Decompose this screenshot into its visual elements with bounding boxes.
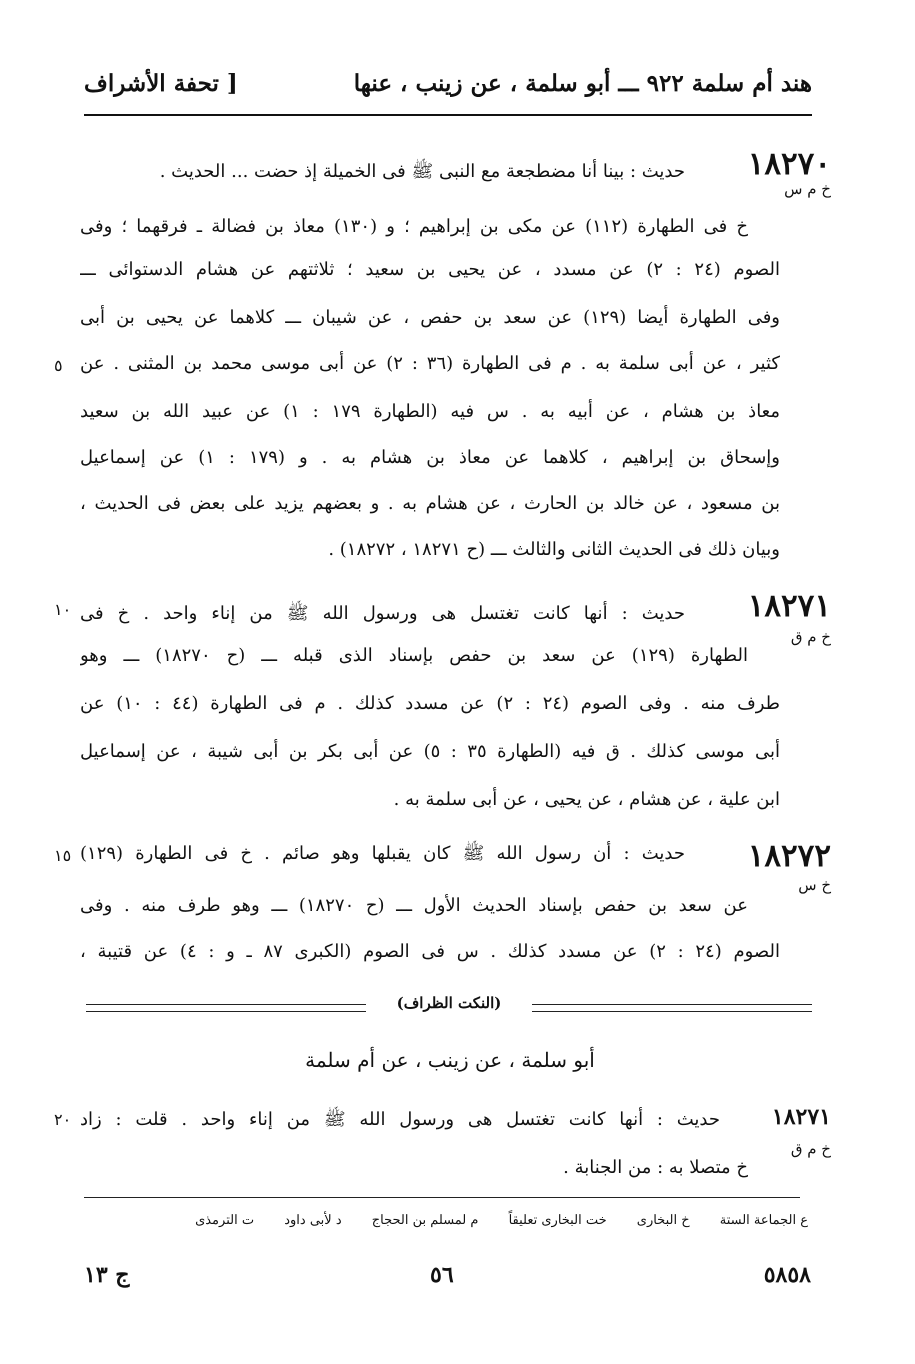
margin-line-number: ٢٠ (54, 1110, 72, 1129)
footnote-rule (84, 1197, 800, 1198)
hadith-line: وبيان ذلك فى الحديث الثانى والثالث ـــ (ح ١٨٢٧١ ، ١٨٢٧٢) . (328, 539, 780, 560)
hadith-line: خ فى الطهارة (١١٢) عن مكى بن إبراهيم ؛ و (١٣٠) معاذ بن فضالة ـ فرقهما ؛ وفى (80, 216, 748, 237)
hadith-line: خ متصلا به : من الجنابة . (563, 1157, 748, 1178)
hadith-line: طرف منه . وفى الصوم (٢٤ : ٢) عن مسدد كذلك . م فى الطهارة (٤٤ : ١٠) عن (80, 693, 780, 714)
hadith-line: كثير ، عن أبى سلمة به . م فى الطهارة (٣٦ : ٢) عن أبى موسى محمد بن المثنى . عن (80, 353, 780, 374)
nukat-number: ١٨٢٧١ (771, 1104, 831, 1130)
entry-number: ١٨٢٧٠ (747, 146, 831, 182)
volume-number: ج ١٣ (84, 1262, 130, 1288)
hadith-line: الصوم (٢٤ : ٢) عن مسدد كذلك . س فى الصوم (الكبرى ٨٧ ـ و : ٤) عن قتيبة ، (80, 941, 780, 962)
hadith-line: الصوم (٢٤ : ٢) عن مسدد ، عن يحيى بن سعيد ؛ ثلاثتهم عن هشام الدستوائى ـــ (80, 259, 780, 280)
abbreviation-item: خ البخارى (636, 1213, 690, 1228)
hadith-line: أبى موسى كذلك . ق فيه (الطهارة ٣٥ : ٥) عن أبى بكر بن أبى شيبة ، عن إسماعيل (80, 741, 780, 762)
section-divider (86, 994, 812, 1020)
signature-number: ٥٨٥٨ (763, 1262, 811, 1288)
abbreviation-item: ع الجماعة الستة (719, 1213, 808, 1228)
running-header (84, 70, 812, 110)
hadith-line: عن سعد بن حفص بإسناد الحديث الأول ـــ (ح ١٨٢٧٠) ـــ وهو طرف منه . وفى (80, 895, 748, 916)
hadith-line: وإسحاق بن إبراهيم ، كلاهما عن معاذ بن هشام به . و (١٧٩ : ١) عن إسماعيل (80, 447, 780, 468)
divider-rule (86, 1004, 366, 1012)
hadith-line: حديث : بينا أنا مضطجعة مع النبى ﷺ فى الخميلة إذ حضت ... الحديث . (159, 161, 685, 182)
divider-label: (النكت الظراف) (396, 994, 502, 1012)
abbreviation-item: د لأبى داود (284, 1213, 342, 1228)
margin-line-number: ١٥ (54, 846, 72, 865)
hadith-line: حديث : أنها كانت تغتسل هى ورسول الله ﷺ من إناء واحد . قلت : زاد (80, 1109, 720, 1130)
hadith-line: حديث : أنها كانت تغتسل هى ورسول الله ﷺ من إناء واحد . خ فى (80, 603, 685, 624)
hadith-line: حديث : أن رسول الله ﷺ كان يقبلها وهو صائم . خ فى الطهارة (١٢٩) (80, 843, 685, 864)
hadith-line: وفى الطهارة أيضا (١٢٩) عن سعد بن حفص ، عن شيبان ـــ كلاهما عن يحيى بن أبى (80, 307, 780, 328)
page-number: ٥٦ (430, 1262, 454, 1288)
abbreviation-key (150, 1213, 808, 1228)
margin-line-number: ٥ (54, 356, 63, 375)
section-subtitle: أبو سلمة ، عن زينب ، عن أم سلمة (305, 1048, 595, 1072)
abbreviation-item: خت البخارى تعليقاً (508, 1213, 607, 1228)
header-rule (84, 114, 812, 116)
entry-sigla: خ م ق (790, 628, 831, 646)
hadith-line: معاذ بن هشام ، عن أبيه به . س فيه (الطهارة ١٧٩ : ١) عن عبيد الله بن سعيد (80, 401, 780, 422)
entry-number: ١٨٢٧١ (747, 588, 831, 624)
header-title: هند أم سلمة ٩٢٢ ـــ أبو سلمة ، عن زينب ، عنها (353, 70, 812, 97)
divider-rule (532, 1004, 812, 1012)
entry-sigla: خ س (798, 876, 831, 894)
entry-sigla: خ م س (784, 180, 831, 198)
hadith-line: ابن علية ، عن هشام ، عن يحيى ، عن أبى سلمة به . (393, 789, 780, 810)
margin-line-number: ١٠ (54, 600, 72, 619)
abbreviation-item: ت الترمذى (195, 1213, 255, 1228)
header-book-title: [ تحفة الأشراف (84, 70, 238, 97)
entry-number: ١٨٢٧٢ (747, 838, 831, 874)
abbreviation-item: م لمسلم بن الحجاج (371, 1213, 479, 1228)
hadith-line: بن مسعود ، عن خالد بن الحارث ، عن هشام به . و بعضهم يزيد على بعض فى الحديث ، (80, 493, 780, 514)
nukat-sigla: خ م ق (790, 1140, 831, 1158)
hadith-line: الطهارة (١٢٩) عن سعد بن حفص بإسناد الذى قبله ـــ (ح ١٨٢٧٠) ـــ وهو (80, 645, 748, 666)
